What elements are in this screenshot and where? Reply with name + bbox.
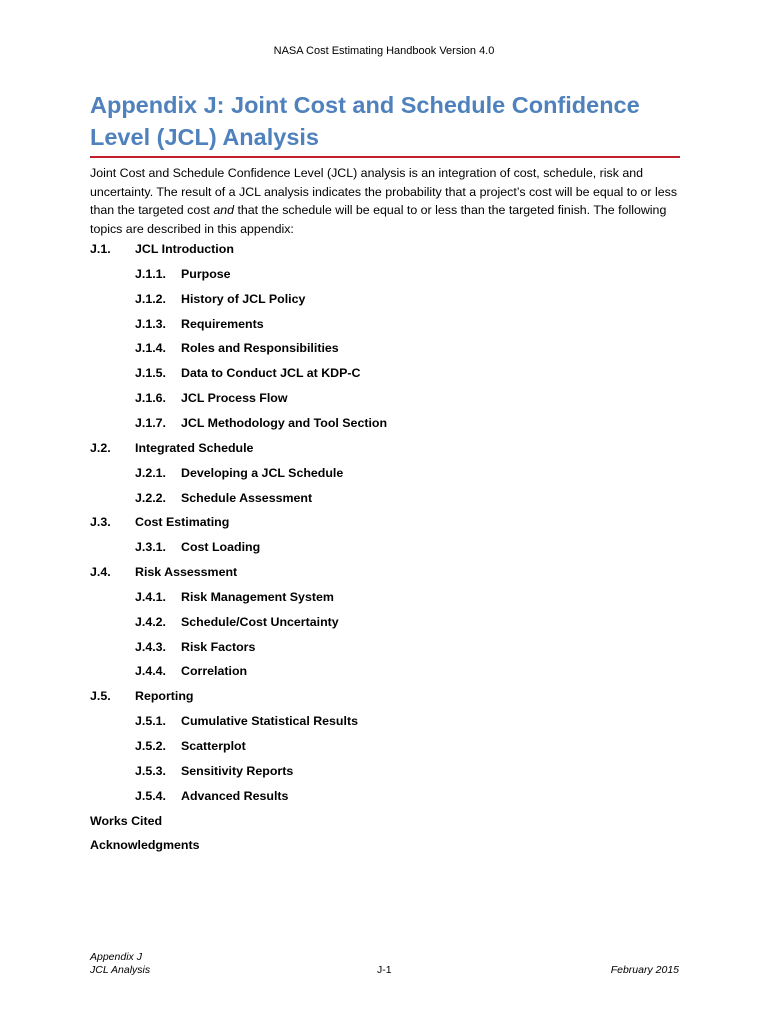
toc-entry-label: JCL Methodology and Tool Section [181, 415, 388, 430]
toc-entry [0, 687, 768, 705]
toc-entry [0, 538, 768, 556]
intro-text-1: Joint Cost and Schedule Confidence Level (JCL) analysis is an integration of cost, schedule, risk and uncertainty. The result of a JCL analysis indicates the probability that a project’s cost will be equal to or less than the targeted cost [90, 166, 678, 217]
toc-entry-label: Risk Management System [181, 589, 334, 604]
toc-entry-number: J.3.1. [135, 540, 167, 555]
toc-entry-number: J.5.4. [135, 788, 167, 803]
title-line-2: Level (JCL) Analysis [90, 124, 319, 150]
toc-entry [0, 339, 768, 357]
toc-entry-number: J.4.4. [135, 664, 167, 679]
toc-entry-label: Integrated Schedule [135, 440, 254, 455]
toc-entry-label: Risk Factors [181, 639, 256, 654]
footer-appendix-label: Appendix J [90, 951, 142, 963]
toc-entry-label: Schedule/Cost Uncertainty [181, 614, 339, 629]
toc-entry-label: Acknowledgments [90, 838, 200, 853]
toc-entry-number: J.4.2. [135, 614, 167, 629]
toc-entry [0, 712, 768, 730]
toc-entry-label: Correlation [181, 664, 248, 679]
title-underline [90, 156, 680, 158]
toc-entry-label: Cumulative Statistical Results [181, 714, 358, 729]
toc-entry [0, 489, 768, 507]
footer-section-label: JCL Analysis [90, 964, 151, 976]
toc-entry-label: JCL Process Flow [181, 391, 288, 406]
toc-entry [0, 588, 768, 606]
footer-page-number: J-1 [377, 964, 392, 976]
toc-entry-number: J.5.1. [135, 714, 167, 729]
toc-entry-number: J.1.2. [135, 291, 167, 306]
toc-entry-number: J.2.2. [135, 490, 167, 505]
toc-entry-label: Data to Conduct JCL at KDP-C [181, 366, 361, 381]
toc-entry [0, 290, 768, 308]
toc-entry [0, 638, 768, 656]
toc-entry-number: J.1.7. [135, 415, 167, 430]
footer-date: February 2015 [610, 964, 679, 976]
toc-entry [0, 464, 768, 482]
toc-entry [0, 414, 768, 432]
toc-entry-number: J.5.2. [135, 739, 167, 753]
toc-entry-label: Sensitivity Reports [181, 763, 294, 778]
toc-entry-label: History of JCL Policy [181, 291, 306, 306]
toc-entry [0, 762, 768, 780]
toc-entry [0, 240, 768, 258]
toc-entry-label: Purpose [181, 266, 231, 281]
intro-paragraph [90, 164, 682, 238]
toc-entry-label: Schedule Assessment [181, 490, 313, 505]
toc-entry-label: Cost Estimating [135, 515, 230, 530]
toc-entry-number: J.1. [90, 242, 111, 256]
toc-entry-label: JCL Introduction [135, 242, 234, 256]
running-header: NASA Cost Estimating Handbook Version 4.0 [273, 45, 495, 57]
title-line-1: Appendix J: Joint Cost and Schedule Confidence [90, 92, 640, 118]
toc-entry-label: Scatterplot [181, 739, 246, 753]
toc-entry-label: Advanced Results [181, 788, 289, 803]
toc-entry [0, 662, 768, 680]
toc-entry [0, 836, 768, 854]
toc-entry-label: Roles and Responsibilities [181, 341, 339, 356]
toc-entry-label: Works Cited [90, 813, 163, 828]
intro-text-2: that the schedule will be equal to or less than the targeted finish. The following topics are described in this appendix: [90, 203, 667, 236]
toc-entry [0, 315, 768, 333]
toc-entry-label: Risk Assessment [135, 565, 238, 580]
toc-entry [0, 439, 768, 457]
intro-emphasis: and [213, 203, 234, 217]
toc-entry [0, 812, 768, 830]
toc-entry [0, 265, 768, 283]
toc-entry-number: J.1.6. [135, 391, 167, 406]
toc-entry-number: J.4. [90, 565, 111, 580]
toc-entry-number: J.3. [90, 515, 111, 530]
toc-entry-label: Developing a JCL Schedule [181, 465, 344, 480]
toc-entry-label: Reporting [135, 689, 194, 704]
toc-entry-label: Cost Loading [181, 540, 261, 555]
toc-entry-number: J.1.1. [135, 266, 167, 281]
toc-entry [0, 737, 768, 755]
toc-entry-number: J.5. [90, 689, 111, 704]
toc-entry-number: J.2.1. [135, 465, 167, 480]
toc-entry [0, 364, 768, 382]
toc-entry-number: J.4.3. [135, 639, 167, 654]
toc-entry-number: J.1.5. [135, 366, 167, 381]
toc-entry-number: J.5.3. [135, 763, 167, 778]
toc-entry [0, 563, 768, 581]
toc-entry-number: J.4.1. [135, 589, 167, 604]
toc-entry [0, 389, 768, 407]
toc-entry-number: J.1.3. [135, 316, 167, 331]
toc-entry [0, 613, 768, 631]
toc-entry [0, 787, 768, 805]
toc-entry [0, 513, 768, 531]
page-title [90, 89, 690, 153]
toc-entry-label: Requirements [181, 316, 264, 331]
toc-entry-number: J.2. [90, 440, 111, 455]
toc-entry-number: J.1.4. [135, 341, 167, 356]
